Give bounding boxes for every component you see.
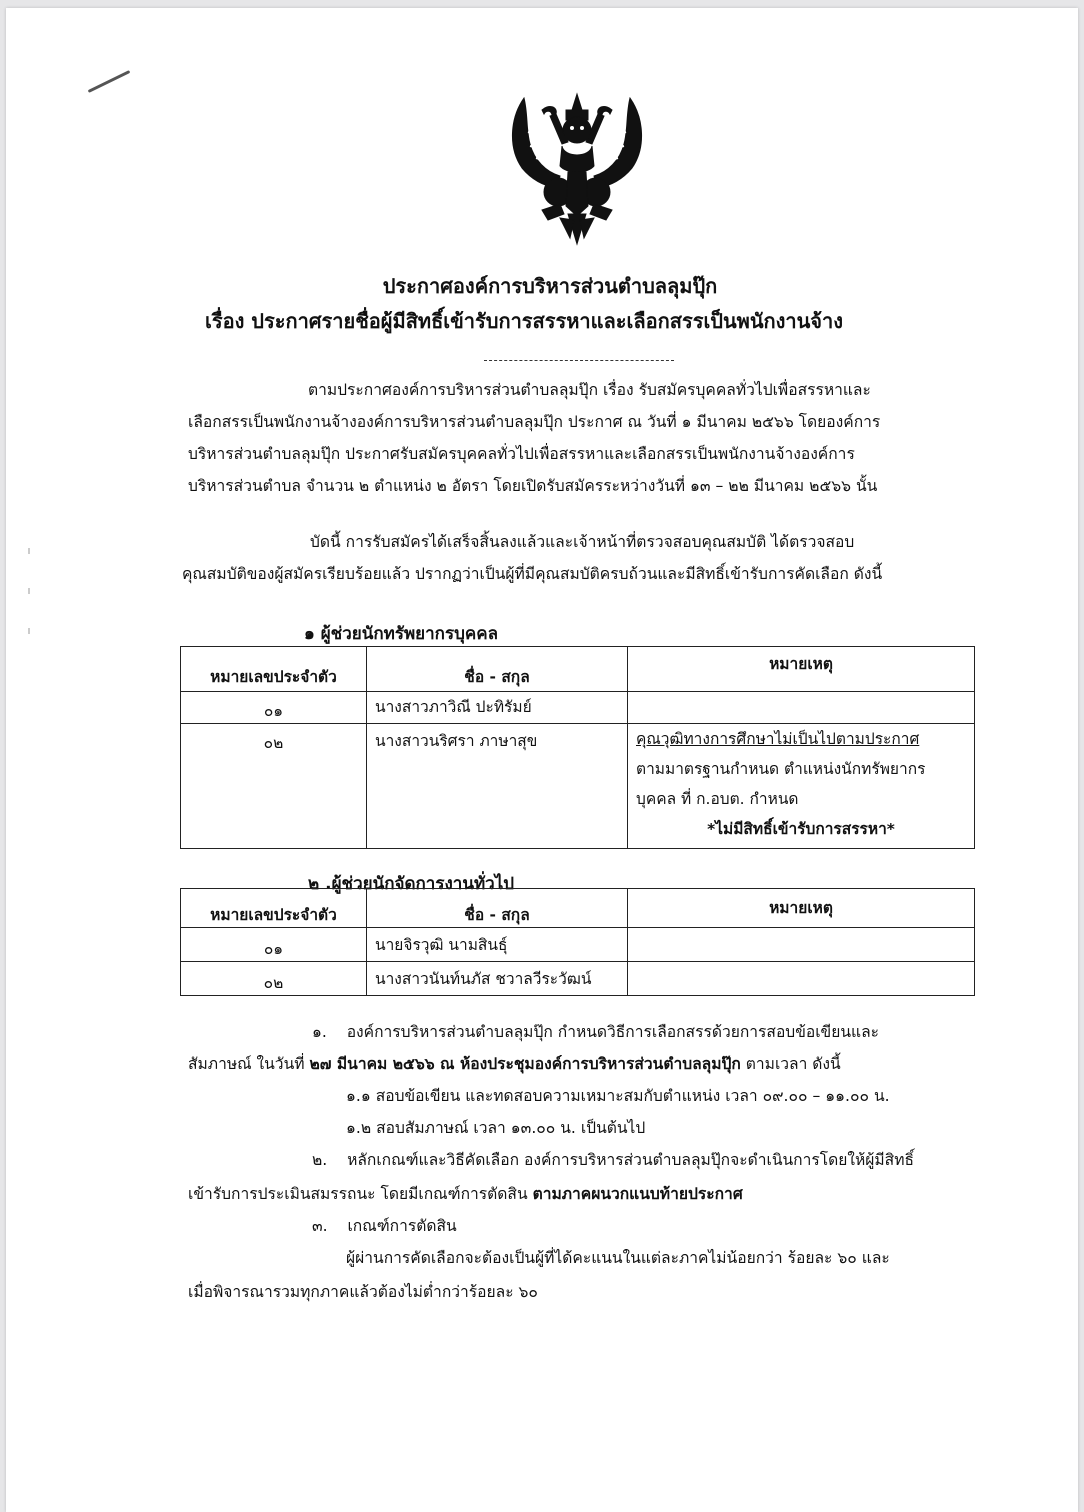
para2-line: คุณสมบัติของผู้สมัครเรียบร้อยแล้ว ปรากฏว่าเป็นผู้ที่มีคุณสมบัติครบถ้วนและมีสิทธิ์เข้ารับการคัดเลือก ดังนี้ bbox=[182, 565, 883, 583]
note-not-eligible: *ไม่มีสิทธิ์เข้ารับการสรรหา* bbox=[707, 820, 895, 838]
para1-line: บริหารส่วนตำบล จำนวน ๒ ตำแหน่ง ๒ อัตรา โดยเปิดรับสมัครระหว่างวันที่ ๑๓ – ๒๒ มีนาคม ๒๕๖๖ นั้น bbox=[188, 477, 878, 495]
section-title-general-assistant: ๒ .ผู้ช่วยนักจัดการงานทั่วไป bbox=[308, 874, 515, 894]
item-1-text-a: สัมภาษณ์ ในวันที่ bbox=[188, 1055, 310, 1073]
cell-id: ๐๑ bbox=[181, 928, 367, 962]
cell-note bbox=[628, 928, 975, 962]
table-row bbox=[181, 692, 975, 724]
item-3-title bbox=[312, 1216, 457, 1236]
cell-name: นางสาวภาวิณี ปะทิรัมย์ bbox=[367, 692, 628, 724]
item-1-date-location: ๒๗ มีนาคม ๒๕๖๖ ณ ห้องประชุมองค์การบริหารส่วนตำบลลุมปุ๊ก bbox=[309, 1055, 741, 1073]
para1-line: ตามประกาศองค์การบริหารส่วนตำบลลุมปุ๊ก เรื่อง รับสมัครบุคคลทั่วไปเพื่อสรรหาและ bbox=[308, 381, 871, 399]
para1-line: บริหารส่วนตำบลลุมปุ๊ก ประกาศรับสมัครบุคคลทั่วไปเพื่อสรรหาและเลือกสรรเป็นพนักงานจ้างองค์การ bbox=[188, 445, 855, 463]
edge-mark bbox=[28, 588, 30, 594]
header-name: ชื่อ - สกุล bbox=[367, 889, 628, 928]
item-2-number: ๒. bbox=[312, 1151, 328, 1169]
cell-note bbox=[628, 692, 975, 724]
item-1-text-c: ตามเวลา ดังนี้ bbox=[740, 1055, 841, 1073]
garuda-emblem-icon bbox=[502, 88, 652, 248]
item-3-text: เกณฑ์การตัดสิน bbox=[347, 1217, 457, 1235]
table-row bbox=[181, 928, 975, 962]
document-page bbox=[6, 8, 1078, 1512]
table-header-row bbox=[181, 889, 975, 928]
document-title: ประกาศองค์การบริหารส่วนตำบลลุมปุ๊ก bbox=[382, 274, 718, 298]
item-3-line1: ผู้ผ่านการคัดเลือกจะต้องเป็นผู้ที่ได้คะแนนในแต่ละภาคไม่น้อยกว่า ร้อยละ ๖๐ และ bbox=[346, 1249, 890, 1267]
header-id: หมายเลขประจำตัว bbox=[181, 647, 367, 692]
scan-mark bbox=[88, 70, 131, 93]
note-qualification: คุณวุฒิทางการศึกษาไม่เป็นไปตามประกาศ bbox=[636, 730, 920, 748]
item-3-line2: เมื่อพิจารณารวมทุกภาคแล้วต้องไม่ต่ำกว่าร้อยละ ๖๐ bbox=[188, 1283, 538, 1301]
note-line: บุคคล ที่ ก.อบต. กำหนด bbox=[636, 790, 799, 808]
item-1-text: องค์การบริหารส่วนตำบลลุมปุ๊ก กำหนดวิธีการเลือกสรรด้วยการสอบข้อเขียนและ bbox=[346, 1023, 879, 1041]
item-3-number: ๓. bbox=[312, 1217, 328, 1235]
header-name: ชื่อ - สกุล bbox=[367, 647, 628, 692]
table-general-assistant bbox=[180, 888, 975, 996]
document-subject: เรื่อง ประกาศรายชื่อผู้มีสิทธิ์เข้ารับการสรรหาและเลือกสรรเป็นพนักงานจ้าง bbox=[204, 309, 844, 333]
cell-name: นางสาวนริศรา ภาษาสุข bbox=[367, 724, 628, 849]
cell-name: นางสาวนันท์นภัส ชวาลวีระวัฒน์ bbox=[367, 962, 628, 996]
header-note: หมายเหตุ bbox=[628, 647, 975, 692]
header-note: หมายเหตุ bbox=[628, 889, 975, 928]
item-2-line1 bbox=[312, 1150, 914, 1170]
item-1-number: ๑. bbox=[312, 1023, 327, 1041]
item-1-2: ๑.๒ สอบสัมภาษณ์ เวลา ๑๓.๐๐ น. เป็นต้นไป bbox=[346, 1119, 646, 1137]
header-id: หมายเลขประจำตัว bbox=[181, 889, 367, 928]
item-2-line2 bbox=[188, 1184, 743, 1204]
table-hr-assistant bbox=[180, 646, 975, 849]
item-1-line1 bbox=[312, 1022, 879, 1042]
cell-note bbox=[628, 962, 975, 996]
cell-note bbox=[628, 724, 975, 849]
table-row bbox=[181, 962, 975, 996]
para2-line: บัดนี้ การรับสมัครได้เสร็จสิ้นลงแล้วและเจ้าหน้าที่ตรวจสอบคุณสมบัติ ได้ตรวจสอบ bbox=[310, 533, 855, 551]
cell-name: นายจิรวุฒิ นามสินธุ์ bbox=[367, 928, 628, 962]
item-2-text-a: เข้ารับการประเมินสมรรถนะ โดยมีเกณฑ์การตัดสิน bbox=[188, 1185, 533, 1203]
table-header-row bbox=[181, 647, 975, 692]
item-2-text: หลักเกณฑ์และวิธีคัดเลือก องค์การบริหารส่วนตำบลลุมปุ๊กจะดำเนินการโดยให้ผู้มีสิทธิ์ bbox=[347, 1151, 914, 1169]
note-line: ตามมาตรฐานกำหนด ตำแหน่งนักทรัพยากร bbox=[636, 760, 926, 778]
title-separator bbox=[484, 360, 674, 361]
cell-id: ๐๒ bbox=[181, 962, 367, 996]
table-row bbox=[181, 724, 975, 849]
cell-id: ๐๑ bbox=[181, 692, 367, 724]
cell-id: ๐๒ bbox=[181, 724, 367, 849]
item-1-line2 bbox=[188, 1054, 841, 1074]
edge-mark bbox=[28, 548, 30, 554]
section-title-hr-assistant: ๑ ผู้ช่วยนักทรัพยากรบุคคล bbox=[304, 624, 499, 644]
item-2-appendix: ตามภาคผนวกแนบท้ายประกาศ bbox=[532, 1185, 743, 1203]
edge-mark bbox=[28, 628, 30, 634]
para1-line: เลือกสรรเป็นพนักงานจ้างองค์การบริหารส่วนตำบลลุมปุ๊ก ประกาศ ณ วันที่ ๑ มีนาคม ๒๕๖๖ โดยองค์การ bbox=[188, 413, 881, 431]
item-1-1: ๑.๑ สอบข้อเขียน และทดสอบความเหมาะสมกับตำแหน่ง เวลา ๐๙.๐๐ – ๑๑.๐๐ น. bbox=[346, 1087, 890, 1105]
